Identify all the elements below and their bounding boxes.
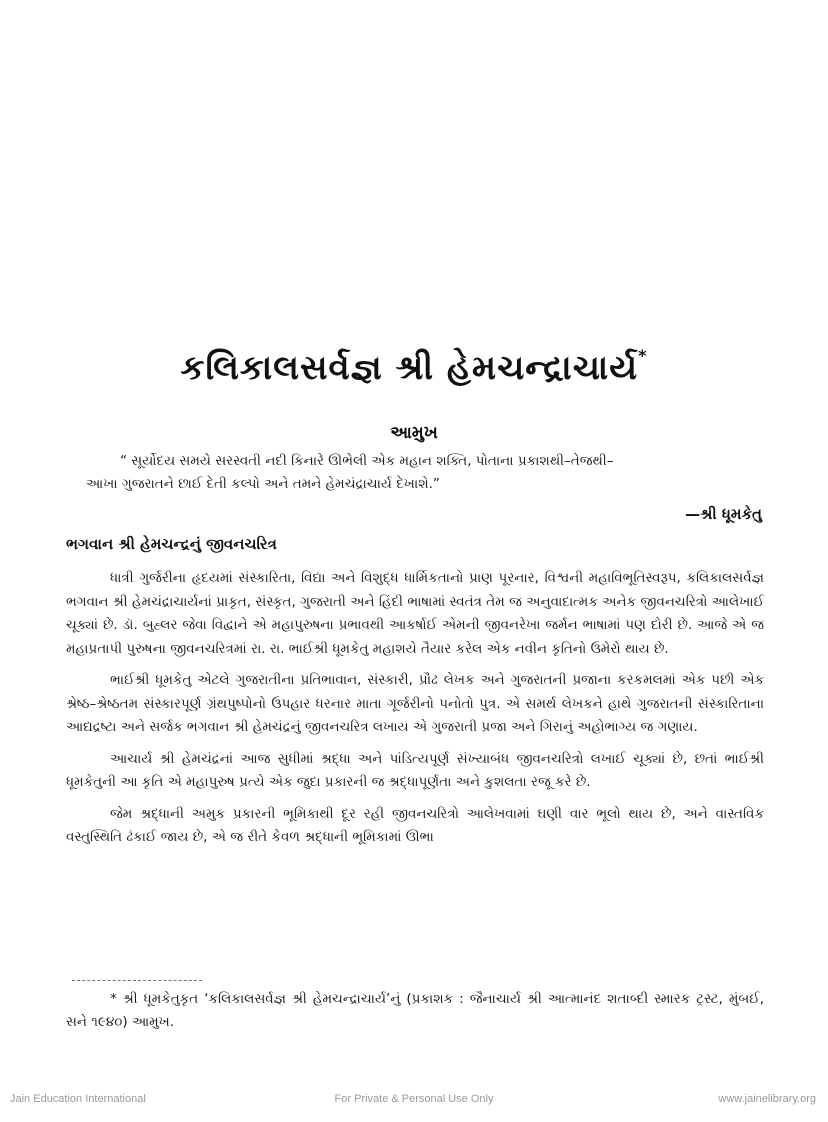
- paragraph: ભાઈશ્રી ધૂમકેતુ એટલે ગુજરાતીના પ્રતિભાવાન, સંસ્કારી, પ્રૌઢ લેખક અને ગુજરાતની પ્રજાના કરકમલમાં એક પછી એક શ્રેષ્ઠ–શ્રેષ્ઠતમ સંસ્કારપૂર્ણ ગ્રંથપુષ્પોનો ઉપહાર ધરનાર માતા ગૂર્જરીનો પનોતો પુત્ર. એ સમર્થ લેખકને હાથે ગુજરાતની સંસ્કારિતાના આદ્યદ્રષ્ટા અને સર્જક ભગવાન શ્રી હેમચંદ્રનું જીવનચરિત્ર લખાય એ ગુજરાતી પ્રજા અને ગિરાનું અહોભાગ્ય જ ગણાય.: [66, 672, 764, 735]
- footnote-divider: [72, 980, 202, 981]
- footnote: * શ્રી ધૂમકેતુકૃત ‘કલિકાલસર્વજ્ઞ શ્રી હેમચન્દ્રાચાર્ય’નું (પ્રકાશક : જૈનાચાર્ય શ્રી આત્માનંદ શતાબ્દી સ્મારક ટ્રસ્ટ, મુંબઈ, સને ૧૯૪૦) આમુખ.: [66, 991, 764, 1030]
- preface-quote-line-2: આખા ગુજરાતને છાઈ દેતી કલ્પો અને તમને હેમચંદ્રાચાર્ય દેખાશે.”: [86, 476, 440, 492]
- quote-attribution: —શ્રી ધૂમકેતુ: [685, 505, 762, 523]
- preface-heading: આમુખ: [390, 423, 438, 443]
- paragraph: આચાર્ય શ્રી હેમચંદ્રનાં આજ સુધીમાં શ્રદ્ધા અને પાંડિત્યપૂર્ણ સંખ્યાબંધ જીવનચરિત્રો લખાઈ ચૂક્યાં છે, છતાં ભાઈશ્રી ધૂમકેતુની આ કૃતિ એ મહાપુરુષ પ્રત્યે એક જુદા પ્રકારની જ શ્રદ્ધાપૂર્ણતા અને કુશલતા રજૂ કરે છે.: [66, 750, 764, 790]
- footer-publisher: Jain Education International: [10, 1093, 146, 1105]
- paragraph: જેમ શ્રદ્ધાની અમુક પ્રકારની ભૂમિકાથી દૂર રહી જીવનચરિત્રો આલેખવામાં ઘણી વાર ભૂલો થાય છે, અને વાસ્તવિક વસ્તુસ્થિતિ ઢંકાઈ જાય છે, એ જ રીતે કેવળ શ્રદ્ધાની ભૂમિકામાં ઊભા: [66, 805, 764, 845]
- footer-usage-notice: For Private & Personal Use Only: [334, 1093, 494, 1105]
- section-heading: ભગવાન શ્રી હેમચન્દ્રનું જીવનચરિત્ર: [66, 535, 277, 553]
- preface-quote-line-1: “ સૂર્યોદય સમયે સરસ્વતી નદી કિનારે ઊભેલી એક મહાન શક્તિ, પોતાના પ્રકાશથી–તેજથી–: [120, 453, 614, 469]
- page-footer: [0, 1093, 828, 1113]
- footer-website-link[interactable]: www.jainelibrary.org: [718, 1093, 816, 1105]
- section-body: [66, 567, 764, 858]
- document-title-text: કલિકાલસર્વજ્ઞ શ્રી હેમચન્દ્રાચાર્ય: [180, 348, 639, 388]
- footnote-marker: *: [638, 346, 648, 365]
- preface-quote: [86, 450, 762, 496]
- document-title: [0, 346, 828, 388]
- paragraph: ધાત્રી ગુર્જરીના હૃદયમાં સંસ્કારિતા, વિદ્યા અને વિશુદ્ધ ધાર્મિકતાનો પ્રાણ પૂરનાર, વિશ્વની મહાવિભૂતિસ્વરૂપ, કલિકાલસર્વજ્ઞ ભગવાન શ્રી હેમચંદ્રાચાર્યનાં પ્રાકૃત, સંસ્કૃત, ગુજરાતી અને હિંદી ભાષામાં સ્વતંત્ર તેમ જ અનુવાદાત્મક અનેક જીવનચરિત્રો આલેખાઈ ચૂક્યાં છે. ડૉ. બુહ્લર જેવા વિદ્વાને એ મહાપુરુષના પ્રભાવથી આકર્ષાઈ એમની જીવનરેખા જર્મન ભાષામાં પણ દોરી છે. આજે એ જ મહાપ્રતાપી પુરુષના જીવનચરિત્રમાં રા. રા. ભાઈશ્રી ધૂમકેતુ મહાશયે તૈયાર કરેલ એક નવીન કૃતિનો ઉમેરો થાય છે.: [66, 570, 764, 657]
